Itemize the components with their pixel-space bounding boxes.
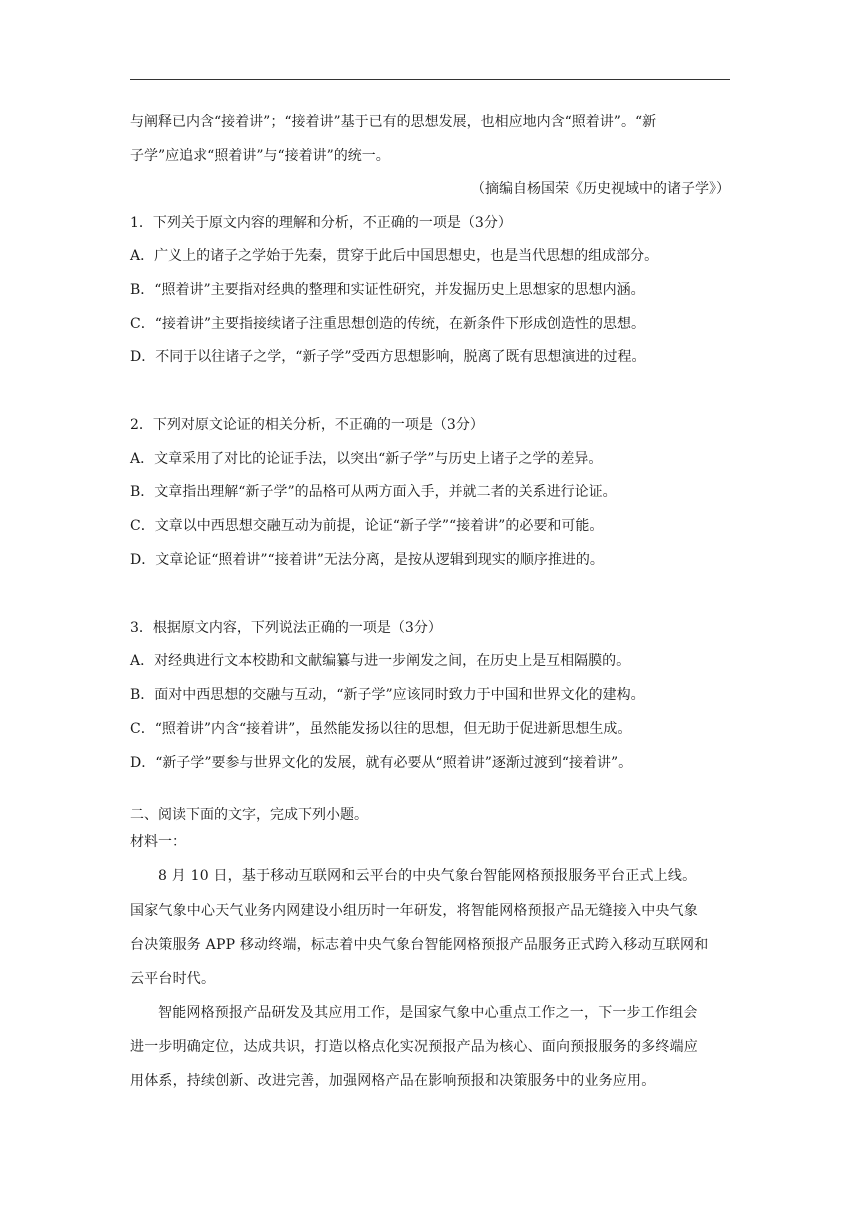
question-1-option-d: D．不同于以往诸子之学，“新子学”受西方思想影响，脱离了既有思想演进的过程。 — [130, 349, 646, 365]
question-1-stem: 1．下列关于原文内容的理解和分析，不正确的一项是（3分） — [130, 215, 512, 231]
question-2-option-c: C．文章以中西思想交融互动为前提，论证“新子学”“接着讲”的必要和可能。 — [130, 518, 604, 534]
material-paragraph-line: 进一步明确定位，达成共识，打造以格点化实况预报产品为核心、面向预报服务的多终端应 — [130, 1039, 698, 1055]
question-3-option-d: D．“新子学”要参与世界文化的发展，就有必要从“照着讲”逐渐过渡到“接着讲”。 — [130, 755, 633, 771]
material-paragraph-line: 智能网格预报产品研发及其应用工作，是国家气象中心重点工作之一，下一步工作组会 — [158, 1005, 698, 1021]
material-paragraph-line: 云平台时代。 — [130, 971, 216, 987]
material-paragraph-line: 国家气象中心天气业务内网建设小组历时一年研发，将智能网格预报产品无缝接入中央气象 — [130, 903, 698, 919]
question-3-option-a: A．对经典进行文本校勘和文献编纂与进一步阐发之间，在历史上是互相隔膜的。 — [130, 653, 631, 669]
passage-line: 与阐释已内含“接着讲”；“接着讲”基于已有的思想发展，也相应地内含“照着讲”。“新 — [130, 114, 657, 130]
passage-line: 子学”应追求“照着讲”与“接着讲”的统一。 — [130, 148, 390, 164]
material-paragraph-line: 8 月 10 日，基于移动互联网和云平台的中央气象台智能网格预报服务平台正式上线。 — [158, 868, 697, 884]
header-rule — [130, 79, 730, 80]
question-1-option-a: A．广义上的诸子之学始于先秦，贯穿于此后中国思想史，也是当代思想的组成部分。 — [130, 248, 659, 264]
material-label: 材料一： — [130, 834, 186, 850]
section-heading: 二、阅读下面的文字，完成下列小题。 — [130, 807, 368, 823]
question-3-option-b: B．面对中西思想的交融与互动，“新子学”应该同时致力于中国和世界文化的建构。 — [130, 687, 645, 703]
question-2-option-b: B．文章指出理解“新子学”的品格可从两方面入手，并就二者的关系进行论证。 — [130, 484, 617, 500]
question-3-option-c: C．“照着讲”内含“接着讲”，虽然能发扬以往的思想，但无助于促进新思想生成。 — [130, 721, 632, 737]
question-1-option-c: C．“接着讲”主要指接续诸子注重思想创造的传统，在新条件下形成创造性的思想。 — [130, 316, 646, 332]
source-citation: （摘编自杨国荣《历史视域中的诸子学》） — [471, 181, 730, 197]
question-1-option-b: B．“照着讲”主要指对经典的整理和实证性研究，并发掘历史上思想家的思想内涵。 — [130, 282, 645, 298]
question-2-option-d: D．文章论证“照着讲”“接着讲”无法分离，是按从逻辑到现实的顺序推进的。 — [130, 552, 604, 568]
question-2-option-a: A．文章采用了对比的论证手法，以突出“新子学”与历史上诸子之学的差异。 — [130, 451, 603, 467]
question-2-stem: 2．下列对原文论证的相关分析，不正确的一项是（3分） — [130, 417, 484, 433]
material-paragraph-line: 用体系，持续创新、改进完善，加强网格产品在影响预报和决策服务中的业务应用。 — [130, 1073, 656, 1089]
question-3-stem: 3．根据原文内容，下列说法正确的一项是（3分） — [130, 620, 442, 636]
material-paragraph-line: 台决策服务 APP 移动终端，标志着中央气象台智能网格预报产品服务正式跨入移动互联网和 — [130, 937, 709, 953]
